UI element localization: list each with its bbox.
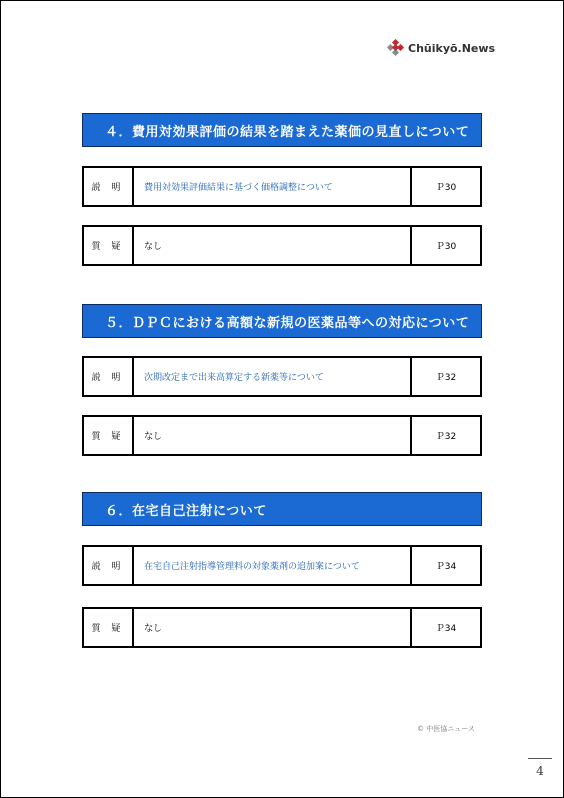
page-number: 4: [536, 764, 544, 778]
table-row: [82, 545, 482, 586]
table-row: [82, 166, 482, 207]
row-page: Ｐ34: [435, 562, 457, 572]
section-header-6: ６．在宅自己注射について: [82, 492, 482, 526]
table-row: [82, 607, 482, 648]
table-row: [82, 225, 482, 266]
row-page: Ｐ32: [435, 373, 457, 383]
row-page: Ｐ32: [435, 432, 457, 442]
row-label: 説 明: [84, 168, 134, 205]
row-page: Ｐ34: [435, 624, 457, 634]
section-header-4: ４．費用対効果評価の結果を踏まえた薬価の見直しについて: [82, 113, 482, 147]
table-row: [82, 356, 482, 397]
section-header-5: ５．ＤＰＣにおける高額な新規の医薬品等への対応について: [82, 304, 482, 338]
row-label: 説 明: [84, 547, 134, 584]
row-page: Ｐ30: [435, 242, 457, 252]
page-number-divider: [528, 758, 552, 759]
row-label: 説 明: [84, 358, 134, 395]
row-link[interactable]: 費用対効果評価結果に基づく価格調整について: [134, 168, 412, 205]
copyright: © 中医協ニュース: [417, 725, 475, 733]
logo-mark-icon: [388, 40, 404, 56]
row-text: なし: [134, 417, 412, 454]
row-link[interactable]: 次期改定まで出来高算定する新薬等について: [134, 358, 412, 395]
logo: [388, 40, 495, 56]
row-text: なし: [134, 227, 412, 264]
row-label: 質 疑: [84, 609, 134, 646]
table-row: [82, 415, 482, 456]
row-link[interactable]: 在宅自己注射指導管理料の対象薬剤の追加案について: [134, 547, 412, 584]
row-page: Ｐ30: [435, 183, 457, 193]
row-label: 質 疑: [84, 417, 134, 454]
row-label: 質 疑: [84, 227, 134, 264]
logo-text: Chūikyō.News: [408, 41, 496, 55]
row-text: なし: [134, 609, 412, 646]
